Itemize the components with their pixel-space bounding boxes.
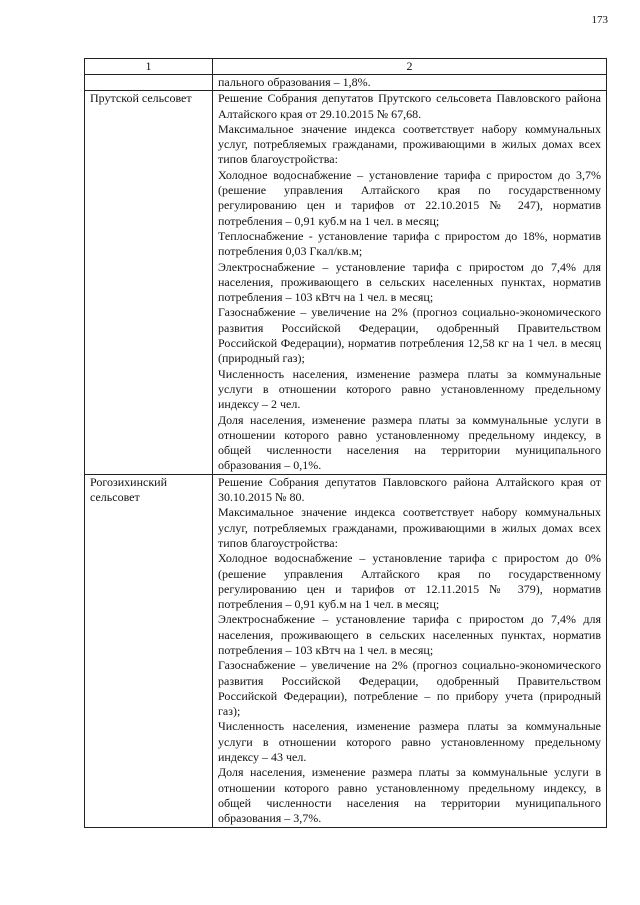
continuation-label-cell [85, 75, 213, 91]
document-table [84, 58, 607, 828]
paragraph: Холодное водоснабжение – установление тарифа с приростом до 3,7% (решение управления Алтайского края по государственному регулированию цен и тарифов от 22.10.2015 № 247), норматив потребления – 0,91 куб.м на 1 чел. в месяц; [218, 167, 601, 228]
paragraph: Максимальное значение индекса соответствует набору коммунальных услуг, потребляемых гражданами, проживающими в жилых домах всех типов благоустройства: [218, 505, 601, 550]
municipality-details [213, 474, 607, 827]
column-header-2: 2 [213, 59, 607, 75]
column-header-1: 1 [85, 59, 213, 75]
paragraph: Численность населения, изменение размера платы за коммунальные услуги в отношении которого равно установленному предельному индексу – 2 чел. [218, 366, 601, 412]
paragraph: Решение Собрания депутатов Прутского сельсовета Павловского района Алтайского края от 29.10.2015 № 67,68. [218, 91, 601, 121]
paragraph: Газоснабжение – увеличение на 2% (прогноз социально-экономического развития Российской Федерации, одобренный Правительством Российской Федерации), потребление – по прибору учета (природный газ); [218, 658, 601, 719]
paragraph: Электроснабжение – установление тарифа с приростом до 7,4% для населения, проживающего в сельских населенных пунктах, норматив потребления – 103 кВтч на 1 чел. в месяц; [218, 612, 601, 657]
paragraph: Доля населения, изменение размера платы за коммунальные услуги в отношении которого равно установленному предельному индексу, в общей численности населения на территории муниципального образования – 3,7%. [218, 765, 601, 826]
municipality-name: Рогозихинский сельсовет [85, 474, 213, 827]
continuation-row [85, 75, 607, 91]
paragraph: Решение Собрания депутатов Павловского района Алтайского края от 30.10.2015 № 80. [218, 474, 601, 505]
paragraph: Численность населения, изменение размера платы за коммунальные услуги в отношении которого равно установленному предельному индексу – 43 чел. [218, 719, 601, 765]
municipality-details [213, 91, 607, 474]
page-number: 173 [591, 14, 608, 26]
header-row [85, 59, 607, 75]
paragraph: Газоснабжение – увеличение на 2% (прогноз социально-экономического развития Российской Федерации, одобренный Правительством Российской Федерации), норматив потребления 12,58 кг на 1 чел. в месяц (природный газ); [218, 305, 601, 366]
table-row [85, 91, 607, 474]
paragraph: Максимальное значение индекса соответствует набору коммунальных услуг, потребляемых гражданами, проживающими в жилых домах всех типов благоустройства: [218, 121, 601, 167]
paragraph: Теплоснабжение - установление тарифа с приростом до 18%, норматив потребления 0,03 Гкал/кв.м; [218, 228, 601, 259]
table-row [85, 474, 607, 827]
municipality-name: Прутской сельсовет [85, 91, 213, 474]
continuation-text: пального образования – 1,8%. [213, 75, 607, 91]
paragraph: Холодное водоснабжение – установление тарифа с приростом до 0% (решение управления Алтайского края по государственному регулированию цен и тарифов от 12.11.2015 № 379), норматив потребления – 0,91 куб.м на 1 чел. в месяц; [218, 551, 601, 612]
paragraph: Доля населения, изменение размера платы за коммунальные услуги в отношении которого равно установленному предельному индексу, в общей численности населения на территории муниципального образования – 0,1%. [218, 412, 601, 473]
paragraph: Электроснабжение – установление тарифа с приростом до 7,4% для населения, проживающего в сельских населенных пунктах, норматив потребления – 103 кВтч на 1 чел. в месяц; [218, 259, 601, 305]
